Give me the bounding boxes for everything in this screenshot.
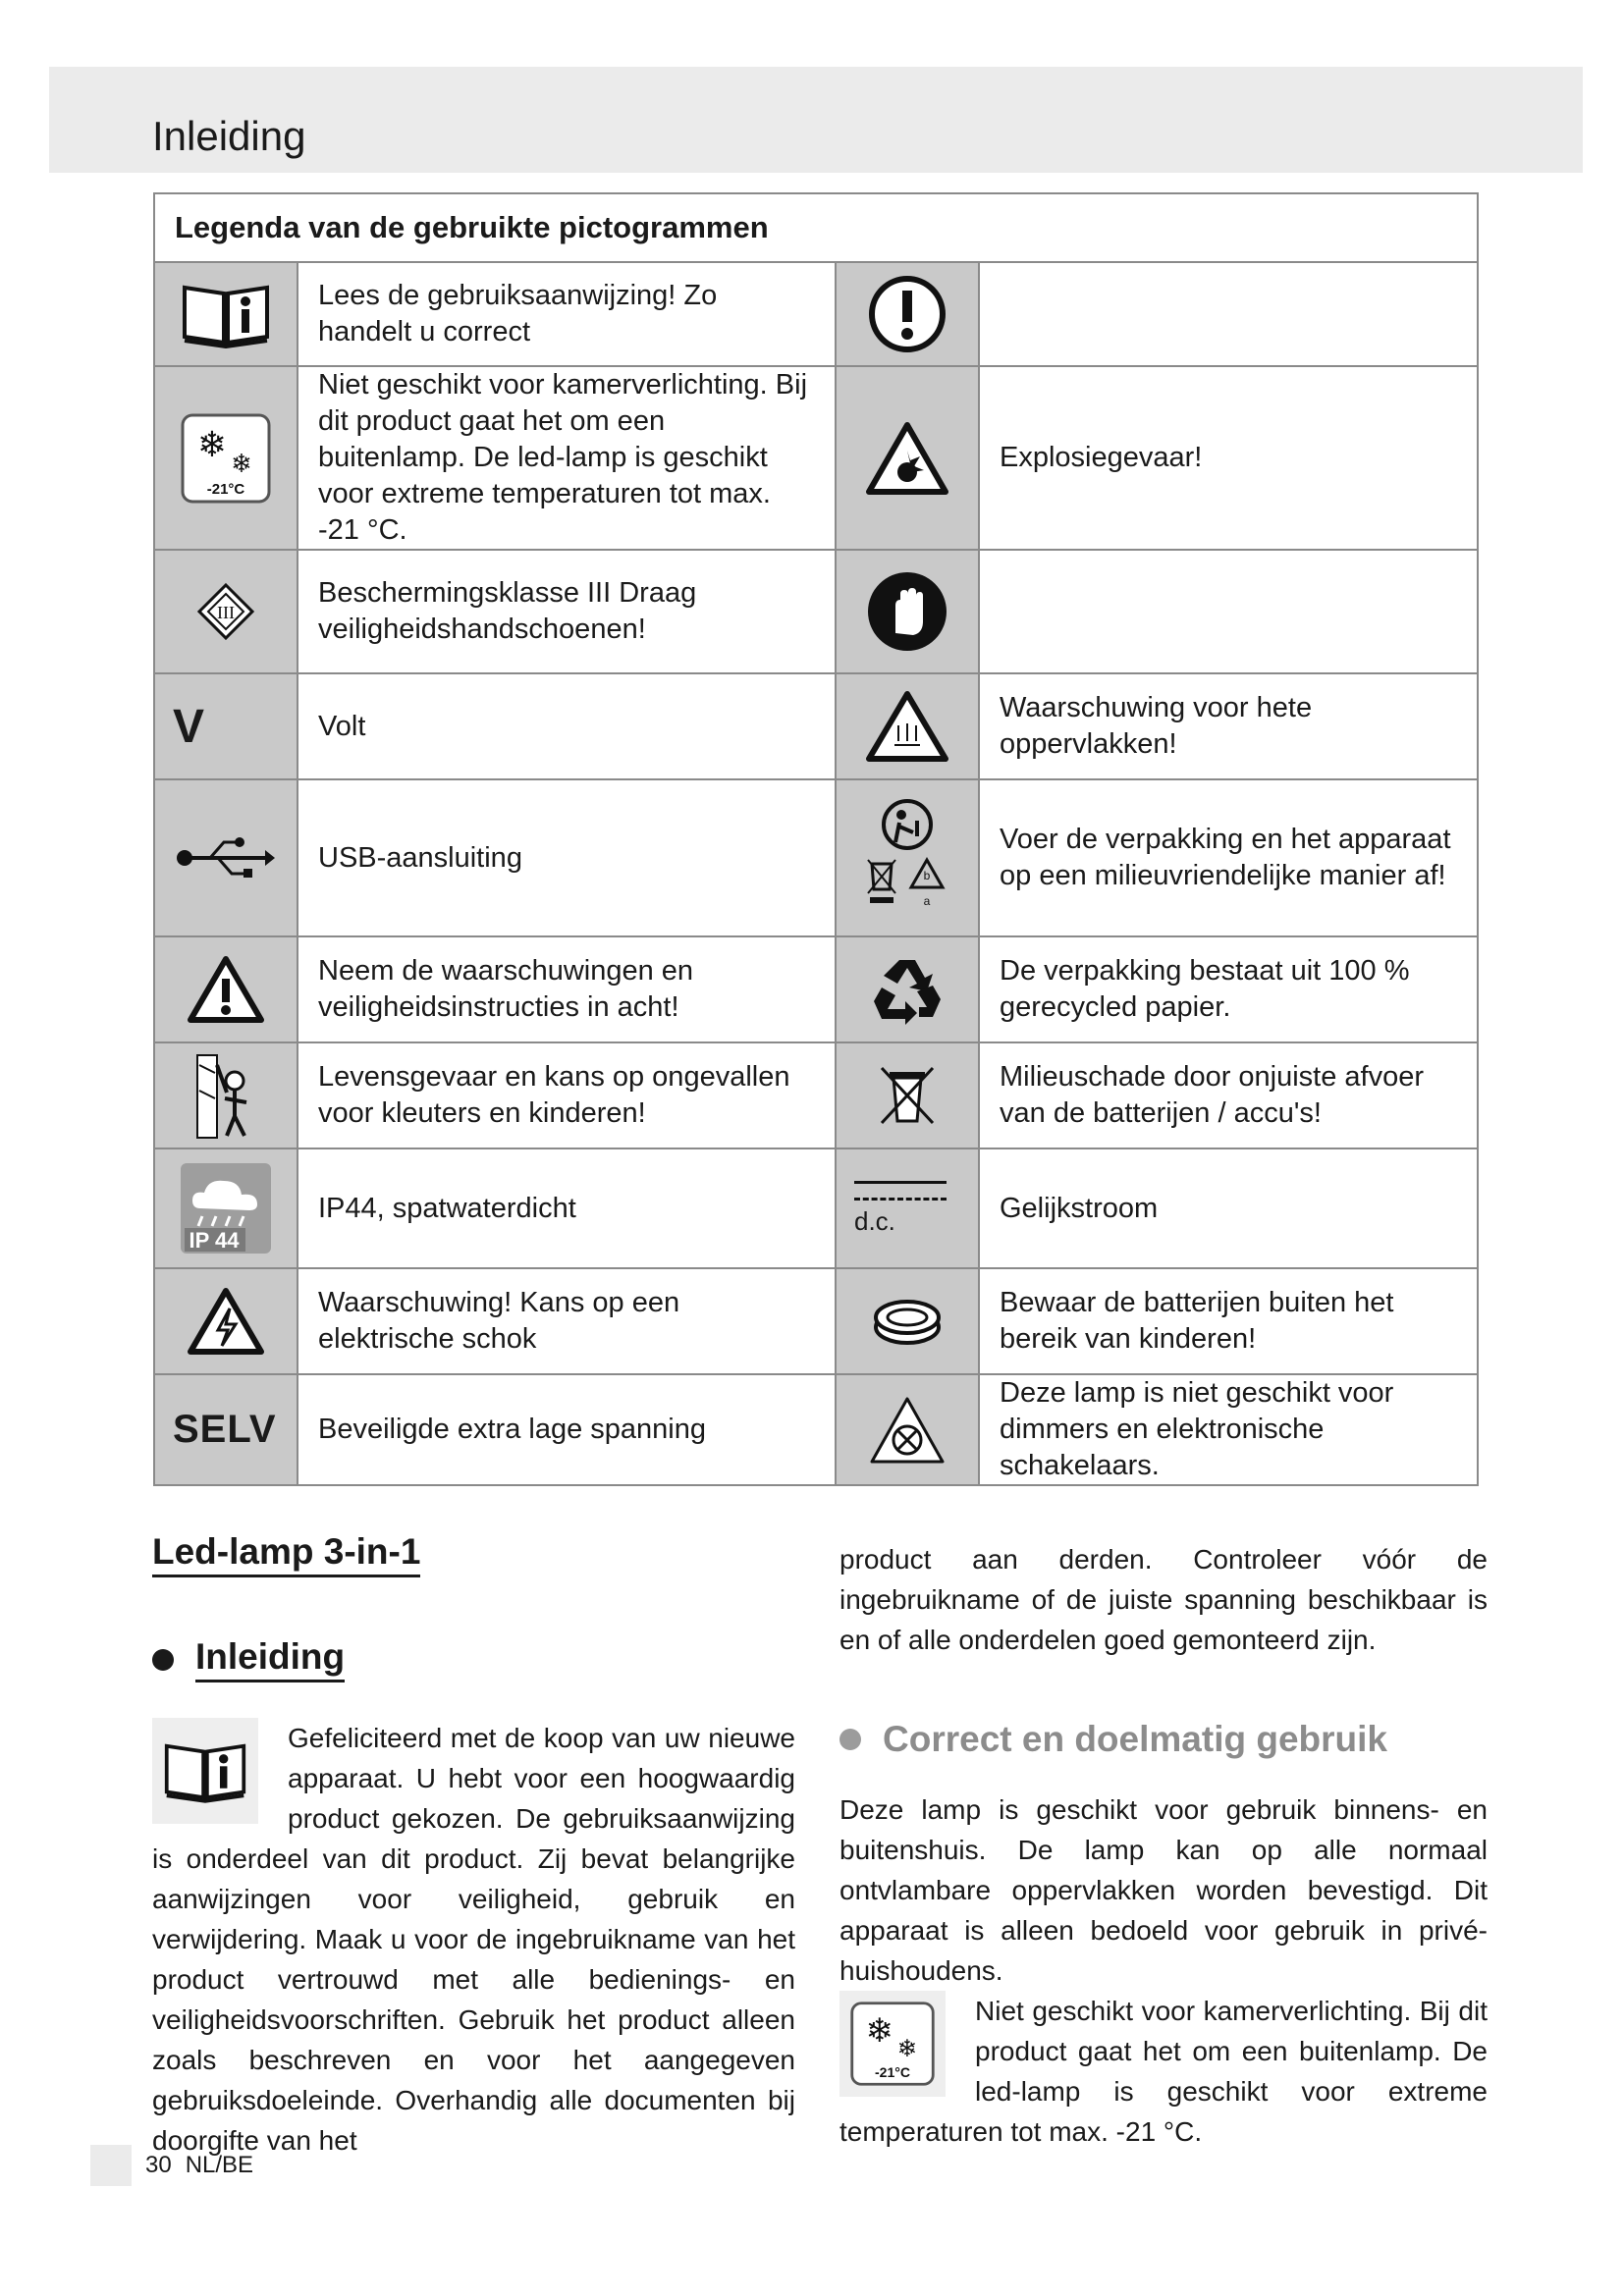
protection-class-3-icon: [154, 550, 298, 673]
ip-label: IP 44: [189, 1228, 240, 1253]
volt-symbol: V: [173, 700, 205, 753]
legend-text: Levensgevaar en kans op ongevallen voor kleuters en kinderen!: [298, 1042, 836, 1148]
legend-title: Legenda van de gebruikte pictogrammen: [154, 193, 1478, 262]
mandatory-action-icon: [836, 262, 979, 366]
legend-text: Bewaar de batterijen buiten het bereik van kinderen!: [979, 1268, 1478, 1374]
legend-row: [154, 1042, 1478, 1148]
right-column: [839, 1539, 1488, 2152]
crossed-bin-icon: [836, 1042, 979, 1148]
legend-text: Milieuschade door onjuiste afvoer van de batterijen / accu's!: [979, 1042, 1478, 1148]
legend-text: Lees de gebruiksaanwijzing! Zo handelt u correct: [298, 262, 836, 366]
page-title: Inleiding: [152, 113, 306, 159]
temp-label: -21°C: [206, 480, 245, 498]
svg-text:❄: ❄: [231, 449, 252, 479]
legend-row: [154, 936, 1478, 1042]
legend-text: De verpakking bestaat uit 100 % gerecycled papier.: [979, 936, 1478, 1042]
general-warning-icon: [154, 936, 298, 1042]
ip44-icon: [154, 1148, 298, 1268]
legend-text: Volt: [298, 673, 836, 779]
usb-icon: [154, 779, 298, 936]
book-info-icon: [152, 1718, 258, 1824]
hot-surface-warning-icon: [836, 673, 979, 779]
page-footer: [90, 2145, 253, 2186]
recycle-a-label: a: [923, 894, 931, 908]
legend-row: [154, 1374, 1478, 1485]
frost-21-icon: [154, 366, 298, 550]
selv-symbol: SELV: [173, 1408, 277, 1451]
bullet-icon: [839, 1729, 861, 1750]
legend-text: USB-aansluiting: [298, 779, 836, 936]
intro-continued: product aan derden. Controleer vóór de ingebruikname of de juiste spanning beschikbaar is en of alle onderdelen goed gemonteerd zijn.: [839, 1544, 1488, 1655]
temp-label: -21°C: [874, 2063, 911, 2080]
intro-heading-text: Inleiding: [195, 1636, 345, 1682]
intro-heading: [152, 1636, 795, 1682]
left-column: [152, 1531, 795, 2161]
legend-text: Deze lamp is niet geschikt voor dimmers en elektronische schakelaars.: [979, 1374, 1478, 1485]
svg-text:❄: ❄: [196, 424, 228, 465]
electric-shock-warning-icon: [154, 1268, 298, 1374]
legend-row: [154, 1148, 1478, 1268]
usage-note-text: Niet geschikt voor kamerverlichting. Bij dit product gaat het om een buitenlamp. De led-lamp is geschikt voor extreme temperaturen tot max. -21 °C.: [839, 1996, 1488, 2147]
volt-icon: [154, 673, 298, 779]
legend-text: Niet geschikt voor kamerverlichting. Bij dit product gaat het om een buitenlamp. De led-lamp is geschikt voor extreme temperaturen tot max. -21 °C.: [298, 366, 836, 550]
legend-row: [154, 550, 1478, 673]
legend-text: [979, 550, 1478, 673]
book-info-icon: [154, 262, 298, 366]
child-danger-icon: [154, 1042, 298, 1148]
legend-text: [979, 262, 1478, 366]
usage-heading-text: Correct en doelmatig gebruik: [883, 1719, 1387, 1759]
intro-paragraph: [152, 1718, 795, 2161]
usage-paragraph: Deze lamp is geschikt voor gebruik binnens- en buitenshuis. De lamp kan op alle normaal ontvlambare oppervlakken worden bevestigd. Dit apparaat is alleen bedoeld voor gebruik in privé-huishoudens.: [839, 1794, 1488, 1986]
recycle-icon: [836, 936, 979, 1042]
frost-21-icon: [839, 1991, 946, 2097]
legend-text: Neem de waarschuwingen en veiligheidsinstructies in acht!: [298, 936, 836, 1042]
legend-text: Waarschuwing voor hete oppervlakken!: [979, 673, 1478, 779]
disposal-icon: [836, 779, 979, 936]
selv-icon: [154, 1374, 298, 1485]
legend-text: Gelijkstroom: [979, 1148, 1478, 1268]
legend-row: [154, 366, 1478, 550]
legend-text: Voer de verpakking en het apparaat op een milieuvriendelijke manier af!: [979, 779, 1478, 936]
svg-text:❄: ❄: [896, 2034, 918, 2063]
page-number: 30: [145, 2152, 172, 2178]
usage-note: [839, 1991, 1488, 2152]
no-dimmer-icon: [836, 1374, 979, 1485]
dc-label: d.c.: [854, 1205, 895, 1236]
svg-text:❄: ❄: [865, 2011, 894, 2051]
legend-row: [154, 673, 1478, 779]
recycle-b-label: b: [923, 869, 931, 882]
explosion-warning-icon: [836, 366, 979, 550]
legend-text: IP44, spatwaterdicht: [298, 1148, 836, 1268]
class3-label: III: [217, 603, 235, 622]
product-title: Led-lamp 3-in-1: [152, 1531, 420, 1577]
footer-box: [90, 2145, 132, 2186]
legend-row: [154, 262, 1478, 366]
legend-text: Explosiegevaar!: [979, 366, 1478, 550]
legend-text: Beveiligde extra lage spanning: [298, 1374, 836, 1485]
legend-row: [154, 779, 1478, 936]
legend-row: [154, 1268, 1478, 1374]
intro-text: Gefeliciteerd met de koop van uw nieuwe apparaat. U hebt voor een hoogwaardig product gekozen. De gebruiksaanwijzing is onderdeel van dit product. Zij bevat belangrijke aanwijzingen voor veiligheid, gebruik en verwijdering. Maak u voor de ingebruikname van het product vertrouwd met alle bedienings- en veiligheidsvoorschriften. Gebruik het product alleen zoals beschreven en voor het aangegeven gebruiksdoeleinde. Overhandig alle documenten bij doorgifte van het: [152, 1723, 795, 2156]
button-battery-icon: [836, 1268, 979, 1374]
safety-gloves-icon: [836, 550, 979, 673]
pictogram-legend-table: [153, 192, 1479, 1486]
legend-text: Beschermingsklasse III Draag veiligheidshandschoenen!: [298, 550, 836, 673]
bullet-icon: [152, 1649, 174, 1671]
language-code: NL/BE: [185, 2152, 254, 2178]
legend-text: Waarschuwing! Kans op een elektrische schok: [298, 1268, 836, 1374]
direct-current-icon: [836, 1148, 979, 1268]
usage-heading: [839, 1719, 1488, 1760]
